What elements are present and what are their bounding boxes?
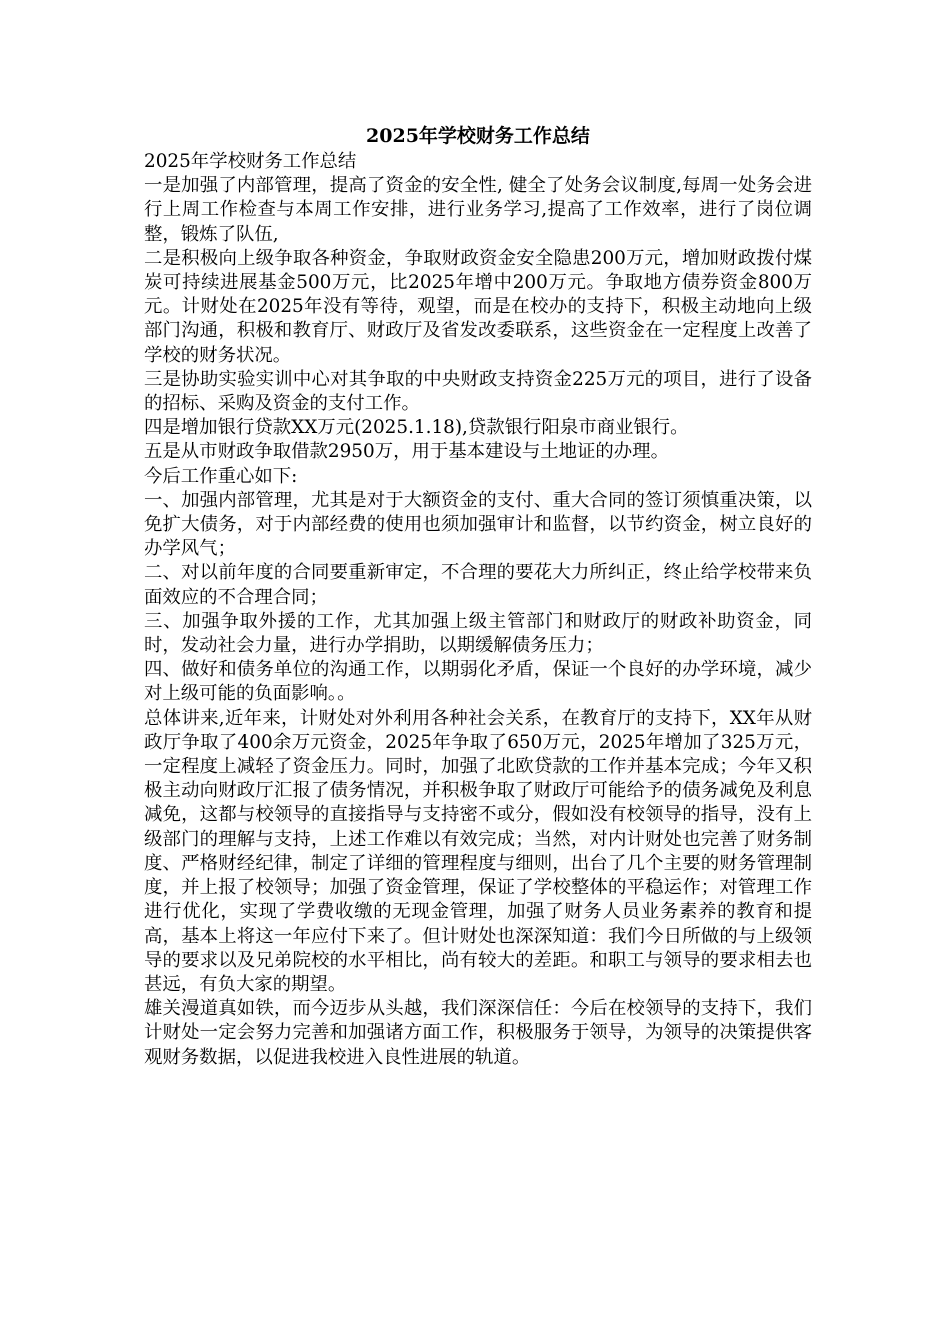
subtitle-paragraph: 2025年学校财务工作总结 (144, 151, 357, 172)
list-item-focus-3: 三、加强争取外援的工作，尤其加强上级主管部门和财政厅的财政补助资金，同时，发动社会力量，进行办学捐助，以期缓解债务压力； (144, 610, 812, 657)
paragraph-overall-summary: 总体讲来,近年来，计财处对外利用各种社会关系，在教育厅的支持下，XX年从财政厅争取了400余万元资金，2025年争取了650万元，2025年增加了325万元，一定程度上减轻了资金压力。同时，加强了北欧贷款的工作并基本完成；今年又积极主动向财政厅汇报了债务情况，并积极争取了财政厅可能给予的债务减免及利息减免，这都与校领导的直接指导与支持密不或分，假如没有校领导的指导，没有上级部门的理解与支持，上述工作难以有效完成；当然，对内计财处也完善了财务制度、严格财经纪律，制定了详细的管理程度与细则，出台了几个主要的财务管理制度，并上报了校领导；加强了资金管理，保证了学校整体的平稳运作；对管理工作进行优化，实现了学费收缴的无现金管理，加强了财务人员业务素养的教育和提高，基本上将这一年应付下来了。但计财处也深深知道：我们今日所做的与上级领导的要求以及兄弟院校的水平相比，尚有较大的差距。和职工与领导的要求相去也甚远，有负大家的期望。 (144, 707, 812, 995)
list-item-focus-1: 一、加强内部管理，尤其是对于大额资金的支付、重大合同的签订须慎重决策，以免扩大债务，对于内部经费的使用也须加强审计和监督，以节约资金，树立良好的办学风气； (144, 489, 812, 560)
paragraph-bank-loan: 四是增加银行贷款XX万元(2025.1.18),贷款银行阳泉市商业银行。 (144, 417, 689, 439)
paragraph-closing: 雄关漫道真如铁，而今迈步从头越，我们深深信任：今后在校领导的支持下，我们计财处一定会努力完善和加强诸方面工作，积极服务于领导，为领导的决策提供客观财务数据，以促进我校进入良性进展的轨道。 (144, 998, 812, 1068)
list-item-focus-2: 二、对以前年度的合同要重新审定，不合理的要花大力所纠正，终止给学校带来负面效应的不合理合同； (144, 562, 812, 608)
list-item-focus-4: 四、做好和债务单位的沟通工作，以期弱化矛盾，保证一个良好的办学环境，减少对上级可能的负面影响。。 (144, 659, 812, 705)
paragraph-funding: 二是积极向上级争取各种资金，争取财政资金安全隐患200万元，增加财政拨付煤炭可持续进展基金500万元，比2025年增中200万元。争取地方债券资金800万元。计财处在2025年没有等待，观望，而是在校办的支持下，积极主动地向上级部门沟通，积极和教育厅、财政厅及省发改委联系，这些资金在一定程度上改善了学校的财务状况。 (144, 247, 812, 366)
paragraph-city-finance: 五是从市财政争取借款2950万，用于基本建设与土地证的办理。 (144, 441, 669, 463)
paragraph-future-focus-heading: 今后工作重心如下: (144, 465, 298, 487)
paragraph-lab-support: 三是协助实验实训中心对其争取的中央财政支持资金225万元的项目，进行了设备的招标、采购及资金的支付工作。 (144, 368, 812, 415)
document-page (144, 122, 812, 1070)
paragraph-internal-management: 一是加强了内部管理，提高了资金的安全性, 健全了处务会议制度,每周一处务会进行上周工作检查与本周工作安排，进行业务学习,提高了工作效率，进行了岗位调整，锻炼了队伍, (144, 175, 812, 245)
document-title: 2025年学校财务工作总结 (366, 125, 590, 147)
